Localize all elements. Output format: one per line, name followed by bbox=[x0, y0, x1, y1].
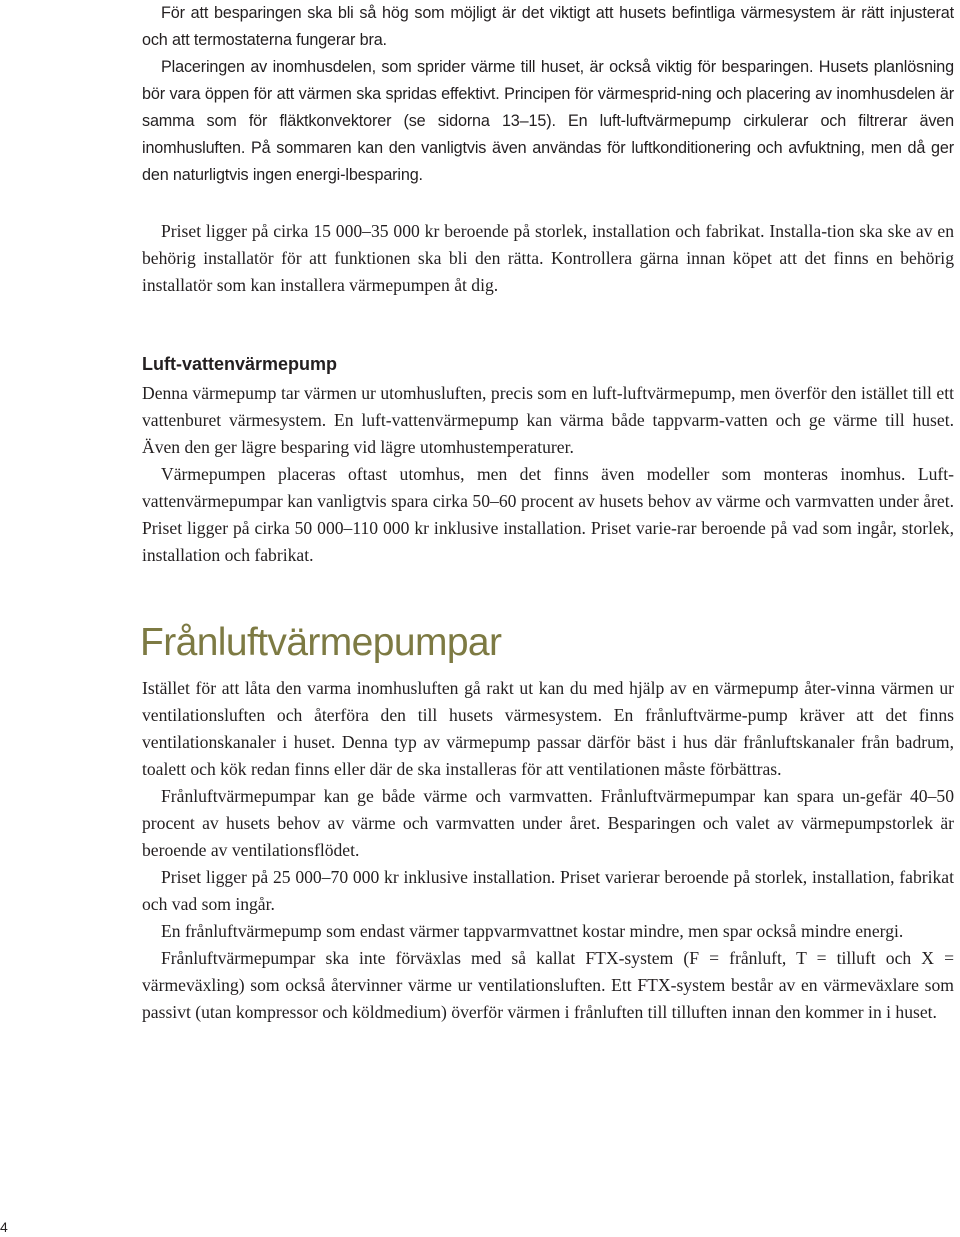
franluft-paragraph-3: Priset ligger på 25 000–70 000 kr inklusive installation. Priset varierar beroende på storlek, installation, fabrikat och vad som ingår. bbox=[142, 867, 954, 914]
franluft-heading: Frånluftvärmepumpar bbox=[140, 621, 502, 664]
luft-vatten-paragraph-1: Denna värmepump tar värmen ur utomhusluften, precis som en luft-luftvärmepump, men överför den istället till ett vattenburet värmesystem. En luft-vattenvärmepump kan värma både tappvarm-vatten och ge värme till huset. Även den ger lägre besparing vid lägre utomhustemperaturer. bbox=[142, 383, 954, 457]
intro-section bbox=[142, 0, 954, 189]
franluft-paragraph-1: Istället för att låta den varma inomhusluften gå rakt ut kan du med hjälp av en värmepump åter-vinna värmen ur ventilationsluften och återföra den till husets värmesystem. En frånluftvärme-pump kräver att det finns ventilationskanaler i huset. Denna typ av värmepump passar därför bäst i hus där frånluftskanaler från badrum, toalett och kök redan finns eller där de ska installeras för att ventilationen måste förbättras. bbox=[142, 678, 954, 779]
intro-paragraph-1: För att besparingen ska bli så hög som möjligt är det viktigt att husets befintliga värmesystem är rätt injusterat och att termostaterna fungerar bra. bbox=[142, 4, 954, 49]
intro-paragraph-3: Priset ligger på cirka 15 000–35 000 kr beroende på storlek, installation och fabrikat. Installa-tion ska ske av en behörig installatör för att funktionen ska bli den rätta. Kontrollera gärna innan köpet att det finns en behörig installatör som kan installera värmepumpen åt dig. bbox=[142, 221, 954, 295]
intro-price-section bbox=[142, 218, 954, 299]
luft-vatten-paragraph-2: Värmepumpen placeras oftast utomhus, men det finns även modeller som monteras inomhus. Luft-vattenvärmepumpar kan vanligtvis spara cirka 50–60 procent av husets behov av värme och varmvatten under året. Priset ligger på cirka 50 000–110 000 kr inklusive installation. Priset varie-rar beroende på vad som ingår, storlek, installation och fabrikat. bbox=[142, 464, 954, 565]
franluft-paragraph-4: En frånluftvärmepump som endast värmer tappvarmvattnet kostar mindre, men spar också mindre energi. bbox=[161, 921, 904, 941]
page-number: 4 bbox=[0, 1219, 8, 1235]
franluft-section bbox=[142, 675, 954, 1026]
luft-vatten-heading: Luft-vattenvärmepump bbox=[142, 354, 338, 374]
luft-vatten-section bbox=[142, 380, 954, 569]
intro-paragraph-2: Placeringen av inomhusdelen, som sprider värme till huset, är också viktig för besparingen. Husets planlösning bör vara öppen för att värmen ska spridas effektivt. Principen för värmesprid-ning och placering av inomhusdelen är samma som för fläktkonvektorer (se sidorna 13–15). En luft-luftvärmepump cirkulerar och filtrerar även inomhusluften. På sommaren kan den vanligtvis även användas för luftkonditionering och avfuktning, men då ger den naturligtvis ingen energi-lbesparing. bbox=[142, 58, 954, 184]
franluft-paragraph-5: Frånluftvärmepumpar ska inte förväxlas med så kallat FTX-system (F = frånluft, T = tilluft och X = värmeväxling) som också återvinner värme ur ventilationsluften. Ett FTX-system består av en värmeväxlare som passivt (utan kompressor och köldmedium) överför värmen i frånluften till tilluften innan den kommer in i huset. bbox=[142, 948, 954, 1022]
franluft-paragraph-2: Frånluftvärmepumpar kan ge både värme och varmvatten. Frånluftvärmepumpar kan spara un-gefär 40–50 procent av husets behov av värme och varmvatten under året. Besparingen och valet av värmepumpstorlek är beroende av ventilationsflödet. bbox=[142, 786, 954, 860]
